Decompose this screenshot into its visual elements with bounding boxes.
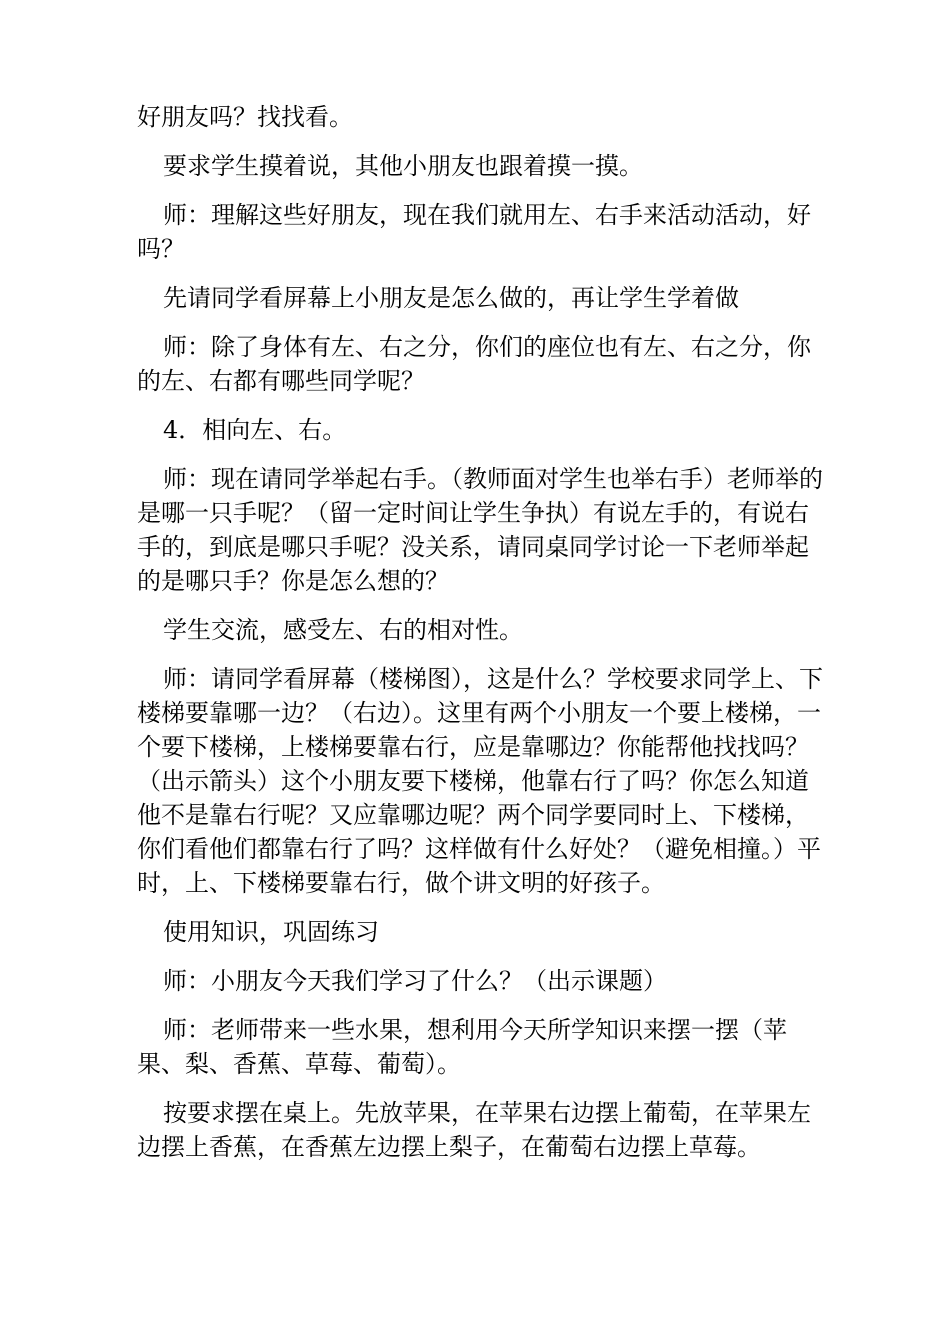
paragraph-4: 先请同学看屏幕上小朋友是怎么做的，再让学生学着做: [163, 284, 739, 312]
paragraph-9: 师：请同学看屏幕（楼梯图），这是什么？学校要求同学上、下楼梯要靠哪一边？（右边）。这里有两个小朋友一个要上楼梯，一个要下楼梯，上楼梯要靠右行，应是靠哪边？你能帮他找找吗？（出示箭头）这个小朋友要下楼梯，他靠右行了吗？你怎么知道他不是靠右行呢？又应靠哪边呢？两个同学要同时上、下楼梯，你们看他们都靠右行了吗？这样做有什么好处？（避免相撞。）平时，上、下楼梯要靠右行，做个讲文明的好孩子。: [137, 665, 823, 897]
paragraph-3: 师：理解这些好朋友，现在我们就用左、右手来活动活动，好吗？: [137, 201, 811, 263]
paragraph-8: 学生交流，感受左、右的相对性。: [163, 616, 523, 644]
paragraph-7: 师：现在请同学举起右手。（教师面对学生也举右手）老师举的是哪一只手呢？（留一定时间让学生争执）有说左手的，有说右手的，到底是哪只手呢？没关系，请同桌同学讨论一下老师举起的是哪只手？你是怎么想的？: [137, 465, 823, 595]
paragraph-10: 使用知识，巩固练习: [163, 918, 379, 946]
paragraph-1: 好朋友吗？找找看。: [137, 103, 353, 131]
paragraph-11: 师：小朋友今天我们学习了什么？（出示课题）: [163, 967, 667, 995]
paragraph-6: 4．相向左、右。: [163, 416, 347, 444]
paragraph-5: 师：除了身体有左、右之分，你们的座位也有左、右之分，你的左、右都有哪些同学呢？: [137, 333, 811, 395]
paragraph-12: 师：老师带来一些水果，想利用今天所学知识来摆一摆（苹果、梨、香蕉、草莓、葡萄）。: [137, 1016, 787, 1078]
paragraph-2: 要求学生摸着说，其他小朋友也跟着摸一摸。: [163, 152, 643, 180]
document-body: [137, 100, 827, 1179]
paragraph-13: 按要求摆在桌上。先放苹果，在苹果右边摆上葡萄，在苹果左边摆上香蕉，在香蕉左边摆上梨子，在葡萄右边摆上草莓。: [137, 1099, 811, 1161]
